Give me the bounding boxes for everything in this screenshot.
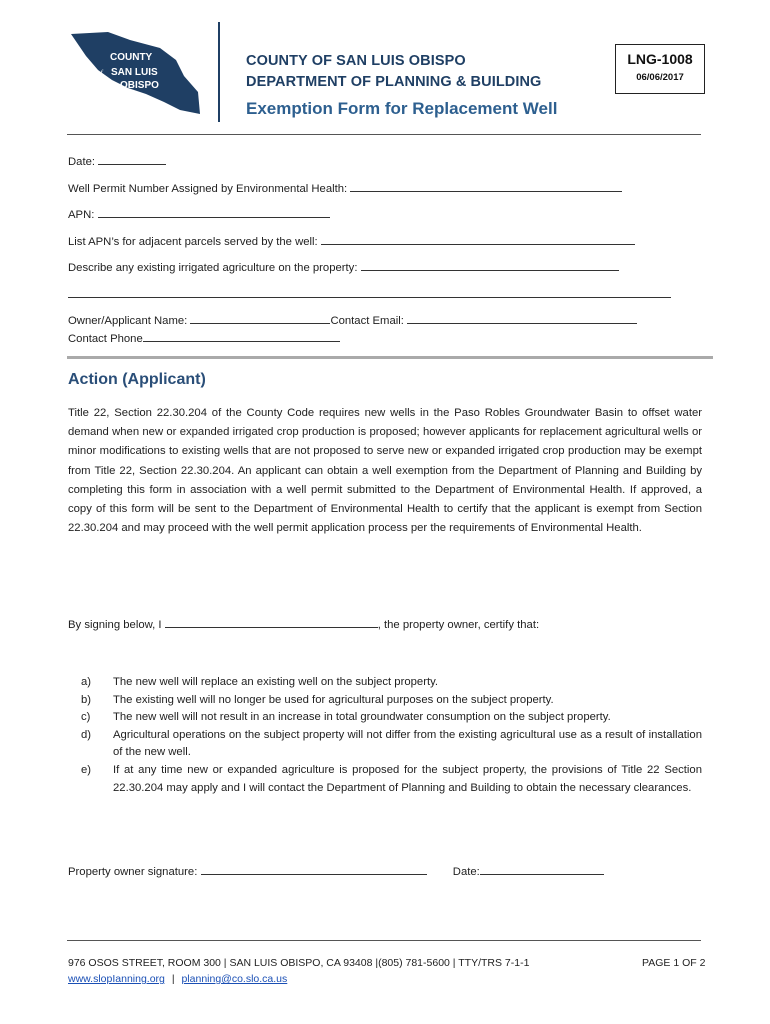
svg-text:of: of [97,69,103,77]
date-field: Date: [68,153,166,168]
owner-email-field: Owner/Applicant Name: Contact Email: [68,312,637,327]
signature-row: Property owner signature: Date: [68,863,604,878]
form-code: LNG-1008 [627,51,693,67]
section-title: Action (Applicant) [68,371,206,388]
svg-text:COUNTY: COUNTY [110,52,153,63]
website-link[interactable]: www.slopIanning.org [68,973,165,985]
certify-statement: By signing below, I , the property owner, certify that: [68,616,539,631]
form-date: 06/06/2017 [636,72,684,83]
svg-text:OBISPO: OBISPO [120,80,159,91]
well-permit-input-line[interactable] [350,180,622,192]
owner-certify-input-line[interactable] [165,616,378,628]
page-number: PAGE 1 OF 2 [642,957,706,969]
owner-signature-input-line[interactable] [201,863,427,875]
footer-rule [67,940,701,941]
form-title: Exemption Form for Replacement Well [246,99,558,118]
well-permit-field: Well Permit Number Assigned by Environmental Health: [68,180,622,195]
contact-email-input-line[interactable] [407,312,637,324]
irrigated-agriculture-field: Describe any existing irrigated agriculture on the property: [68,259,619,274]
list-item: b) The existing well will no longer be used for agricultural purposes on the subject property. [81,693,554,706]
list-item: a) The new well will replace an existing well on the subject property. [81,676,439,688]
section-divider [67,356,713,359]
department-name: DEPARTMENT OF PLANNING & BUILDING [246,74,542,90]
contact-phone-field: Contact Phone [68,330,340,345]
svg-text:SAN LUIS: SAN LUIS [111,67,158,78]
apn-field: APN: [68,206,330,221]
county-logo [68,30,202,116]
certification-list [68,674,702,797]
adjacent-apn-field: List APN’s for adjacent parcels served by the well: [68,233,635,248]
owner-name-input-line[interactable] [190,312,330,324]
irrigated-agriculture-line-2[interactable] [68,286,671,298]
irrigated-agriculture-input-line[interactable] [361,259,619,271]
section-body: Title 22, Section 22.30.204 of the County Code requires new wells in the Paso Robles Groundwater Basin to offset water demand when new or expanded irrigated crop production is proposed; however applicants for replacement agricultural wells or minor modifications to existing wells that are not proposed to serve new or expanded irrigated crop production may be exempt from Title 22, Section 22.30.204. An applicant can obtain a well exemption from the Department of Planning and Building by completing this form in association with a well permit submitted to the Department of Environmental Health. If approved, a copy of this form will be sent to the Department of Environmental Health to certify that the applicant is exempt from Section 22.30.204 and may proceed with the well permit application process per the requirements of Environmental Health. [68,407,702,535]
email-link[interactable]: planning@co.slo.ca.us [181,973,288,985]
footer-links: www.slopIanning.org | planning@co.slo.ca.us [68,973,288,985]
signature-date-input-line[interactable] [480,863,604,875]
list-item: c) The new well will not result in an increase in total groundwater consumption on the subject property. [81,711,611,724]
adjacent-apn-input-line[interactable] [321,233,635,245]
org-name: COUNTY OF SAN LUIS OBISPO [246,53,466,69]
footer-address: 976 OSOS STREET, ROOM 300 | SAN LUIS OBISPO, CA 93408 |(805) 781-5600 | TTY/TRS 7-1-1 [68,957,530,969]
contact-phone-input-line[interactable] [143,330,340,342]
apn-input-line[interactable] [98,206,330,218]
list-item: d) Agricultural operations on the subject property will not differ from the existing agricultural use as a result of installation of the new well. [81,728,702,759]
header-rule [67,134,701,135]
form-code-box [615,44,705,94]
header-divider [218,22,220,122]
date-input-line[interactable] [98,153,166,165]
list-item: e) If at any time new or expanded agriculture is proposed for the subject property, the provisions of Title 22 Section 22.30.204 may apply and I will contact the Department of Planning and Building to obtain the necessary clearances. [81,763,702,794]
